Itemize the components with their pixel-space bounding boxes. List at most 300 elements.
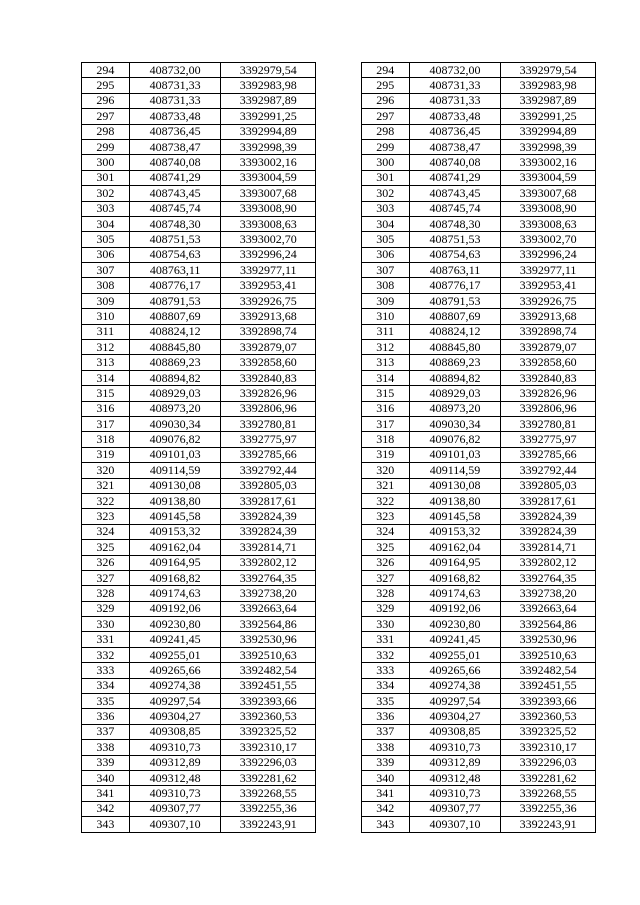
left-y-coordinate-cell: 3392858,60 <box>221 355 316 370</box>
column-gap <box>316 524 362 539</box>
left-point-number-cell: 319 <box>82 447 130 462</box>
left-point-number-cell: 340 <box>82 770 130 785</box>
table-row <box>82 78 596 93</box>
left-y-coordinate-cell: 3393002,70 <box>221 232 316 247</box>
right-y-coordinate-cell: 3392806,96 <box>501 401 596 416</box>
left-point-number-cell: 322 <box>82 493 130 508</box>
left-point-number-cell: 335 <box>82 694 130 709</box>
table-row <box>82 524 596 539</box>
column-gap <box>316 709 362 724</box>
right-y-coordinate-cell: 3392824,39 <box>501 509 596 524</box>
column-gap <box>316 263 362 278</box>
right-x-coordinate-cell: 409310,73 <box>409 740 501 755</box>
right-point-number-cell: 318 <box>361 432 409 447</box>
left-x-coordinate-cell: 409114,59 <box>129 463 221 478</box>
right-y-coordinate-cell: 3392824,39 <box>501 524 596 539</box>
right-point-number-cell: 334 <box>361 678 409 693</box>
right-y-coordinate-cell: 3392360,53 <box>501 709 596 724</box>
left-y-coordinate-cell: 3392913,68 <box>221 309 316 324</box>
right-y-coordinate-cell: 3392785,66 <box>501 447 596 462</box>
left-point-number-cell: 337 <box>82 724 130 739</box>
table-row <box>82 678 596 693</box>
left-y-coordinate-cell: 3392996,24 <box>221 247 316 262</box>
right-x-coordinate-cell: 408754,63 <box>409 247 501 262</box>
left-x-coordinate-cell: 408751,53 <box>129 232 221 247</box>
column-gap <box>316 186 362 201</box>
right-point-number-cell: 302 <box>361 186 409 201</box>
right-x-coordinate-cell: 409162,04 <box>409 540 501 555</box>
column-gap <box>316 632 362 647</box>
left-x-coordinate-cell: 408824,12 <box>129 324 221 339</box>
column-gap <box>316 124 362 139</box>
right-x-coordinate-cell: 409130,08 <box>409 478 501 493</box>
left-point-number-cell: 315 <box>82 386 130 401</box>
left-x-coordinate-cell: 408731,33 <box>129 93 221 108</box>
column-gap <box>316 493 362 508</box>
right-y-coordinate-cell: 3392792,44 <box>501 463 596 478</box>
table-row <box>82 447 596 462</box>
left-x-coordinate-cell: 409265,66 <box>129 663 221 678</box>
column-gap <box>316 232 362 247</box>
table-row <box>82 324 596 339</box>
table-row <box>82 601 596 616</box>
left-point-number-cell: 342 <box>82 801 130 816</box>
right-y-coordinate-cell: 3393004,59 <box>501 170 596 185</box>
left-x-coordinate-cell: 409304,27 <box>129 709 221 724</box>
table-row <box>82 201 596 216</box>
right-point-number-cell: 321 <box>361 478 409 493</box>
column-gap <box>316 694 362 709</box>
left-x-coordinate-cell: 409130,08 <box>129 478 221 493</box>
table-row <box>82 770 596 785</box>
left-y-coordinate-cell: 3392255,36 <box>221 801 316 816</box>
left-point-number-cell: 331 <box>82 632 130 647</box>
right-y-coordinate-cell: 3392268,55 <box>501 786 596 801</box>
right-y-coordinate-cell: 3392451,55 <box>501 678 596 693</box>
left-point-number-cell: 299 <box>82 139 130 154</box>
right-x-coordinate-cell: 409101,03 <box>409 447 501 462</box>
left-y-coordinate-cell: 3392325,52 <box>221 724 316 739</box>
left-point-number-cell: 294 <box>82 63 130 78</box>
left-x-coordinate-cell: 408791,53 <box>129 293 221 308</box>
left-y-coordinate-cell: 3392994,89 <box>221 124 316 139</box>
right-y-coordinate-cell: 3392564,86 <box>501 617 596 632</box>
right-x-coordinate-cell: 409114,59 <box>409 463 501 478</box>
table-row <box>82 139 596 154</box>
column-gap <box>316 755 362 770</box>
column-gap <box>316 109 362 124</box>
table-row <box>82 724 596 739</box>
right-y-coordinate-cell: 3392243,91 <box>501 817 596 832</box>
column-gap <box>316 355 362 370</box>
left-point-number-cell: 304 <box>82 216 130 231</box>
right-point-number-cell: 330 <box>361 617 409 632</box>
right-x-coordinate-cell: 409310,73 <box>409 786 501 801</box>
left-y-coordinate-cell: 3392977,11 <box>221 263 316 278</box>
left-x-coordinate-cell: 409138,80 <box>129 493 221 508</box>
right-y-coordinate-cell: 3393008,90 <box>501 201 596 216</box>
right-y-coordinate-cell: 3392898,74 <box>501 324 596 339</box>
right-x-coordinate-cell: 409030,34 <box>409 416 501 431</box>
left-y-coordinate-cell: 3392792,44 <box>221 463 316 478</box>
table-row <box>82 355 596 370</box>
right-y-coordinate-cell: 3392802,12 <box>501 555 596 570</box>
left-point-number-cell: 323 <box>82 509 130 524</box>
left-point-number-cell: 339 <box>82 755 130 770</box>
left-y-coordinate-cell: 3392764,35 <box>221 570 316 585</box>
column-gap <box>316 555 362 570</box>
right-y-coordinate-cell: 3392530,96 <box>501 632 596 647</box>
left-x-coordinate-cell: 408929,03 <box>129 386 221 401</box>
right-x-coordinate-cell: 408929,03 <box>409 386 501 401</box>
left-y-coordinate-cell: 3393004,59 <box>221 170 316 185</box>
right-x-coordinate-cell: 408736,45 <box>409 124 501 139</box>
table-row <box>82 293 596 308</box>
table-row <box>82 817 596 832</box>
left-x-coordinate-cell: 408732,00 <box>129 63 221 78</box>
coordinate-table <box>81 62 596 833</box>
right-point-number-cell: 316 <box>361 401 409 416</box>
column-gap <box>316 678 362 693</box>
right-point-number-cell: 319 <box>361 447 409 462</box>
right-y-coordinate-cell: 3392913,68 <box>501 309 596 324</box>
column-gap <box>316 801 362 816</box>
table-row <box>82 124 596 139</box>
right-y-coordinate-cell: 3393008,63 <box>501 216 596 231</box>
right-x-coordinate-cell: 408791,53 <box>409 293 501 308</box>
column-gap <box>316 416 362 431</box>
left-y-coordinate-cell: 3392898,74 <box>221 324 316 339</box>
table-row <box>82 647 596 662</box>
left-x-coordinate-cell: 408741,29 <box>129 170 221 185</box>
left-x-coordinate-cell: 409174,63 <box>129 586 221 601</box>
left-point-number-cell: 332 <box>82 647 130 662</box>
left-x-coordinate-cell: 409030,34 <box>129 416 221 431</box>
right-y-coordinate-cell: 3392325,52 <box>501 724 596 739</box>
left-point-number-cell: 312 <box>82 340 130 355</box>
column-gap <box>316 601 362 616</box>
left-point-number-cell: 301 <box>82 170 130 185</box>
right-point-number-cell: 331 <box>361 632 409 647</box>
right-x-coordinate-cell: 408807,69 <box>409 309 501 324</box>
right-y-coordinate-cell: 3392764,35 <box>501 570 596 585</box>
left-point-number-cell: 325 <box>82 540 130 555</box>
right-y-coordinate-cell: 3392482,54 <box>501 663 596 678</box>
column-gap <box>316 586 362 601</box>
left-x-coordinate-cell: 409145,58 <box>129 509 221 524</box>
left-x-coordinate-cell: 409192,06 <box>129 601 221 616</box>
left-x-coordinate-cell: 408748,30 <box>129 216 221 231</box>
right-x-coordinate-cell: 409230,80 <box>409 617 501 632</box>
right-x-coordinate-cell: 408973,20 <box>409 401 501 416</box>
left-y-coordinate-cell: 3392991,25 <box>221 109 316 124</box>
column-gap <box>316 139 362 154</box>
left-y-coordinate-cell: 3392482,54 <box>221 663 316 678</box>
right-y-coordinate-cell: 3392826,96 <box>501 386 596 401</box>
table-row <box>82 509 596 524</box>
left-x-coordinate-cell: 409162,04 <box>129 540 221 555</box>
column-gap <box>316 770 362 785</box>
right-point-number-cell: 315 <box>361 386 409 401</box>
left-x-coordinate-cell: 408740,08 <box>129 155 221 170</box>
table-row <box>82 155 596 170</box>
left-y-coordinate-cell: 3392296,03 <box>221 755 316 770</box>
column-gap <box>316 309 362 324</box>
column-gap <box>316 201 362 216</box>
left-x-coordinate-cell: 408845,80 <box>129 340 221 355</box>
left-x-coordinate-cell: 408736,45 <box>129 124 221 139</box>
right-point-number-cell: 326 <box>361 555 409 570</box>
right-y-coordinate-cell: 3393002,70 <box>501 232 596 247</box>
right-point-number-cell: 312 <box>361 340 409 355</box>
right-y-coordinate-cell: 3392663,64 <box>501 601 596 616</box>
column-gap <box>316 617 362 632</box>
column-gap <box>316 324 362 339</box>
right-x-coordinate-cell: 408733,48 <box>409 109 501 124</box>
left-point-number-cell: 336 <box>82 709 130 724</box>
column-gap <box>316 540 362 555</box>
column-gap <box>316 724 362 739</box>
column-gap <box>316 478 362 493</box>
right-y-coordinate-cell: 3392983,98 <box>501 78 596 93</box>
right-x-coordinate-cell: 409174,63 <box>409 586 501 601</box>
column-gap <box>316 63 362 78</box>
left-point-number-cell: 309 <box>82 293 130 308</box>
right-point-number-cell: 311 <box>361 324 409 339</box>
left-point-number-cell: 306 <box>82 247 130 262</box>
table-row <box>82 309 596 324</box>
table-row <box>82 432 596 447</box>
right-y-coordinate-cell: 3392814,71 <box>501 540 596 555</box>
right-y-coordinate-cell: 3392510,63 <box>501 647 596 662</box>
table-row <box>82 109 596 124</box>
right-y-coordinate-cell: 3392281,62 <box>501 770 596 785</box>
column-gap <box>316 647 362 662</box>
left-y-coordinate-cell: 3392663,64 <box>221 601 316 616</box>
right-x-coordinate-cell: 409153,32 <box>409 524 501 539</box>
left-point-number-cell: 300 <box>82 155 130 170</box>
table-row <box>82 801 596 816</box>
table-row <box>82 463 596 478</box>
left-point-number-cell: 314 <box>82 370 130 385</box>
right-x-coordinate-cell: 409308,85 <box>409 724 501 739</box>
table-row <box>82 540 596 555</box>
right-point-number-cell: 322 <box>361 493 409 508</box>
right-point-number-cell: 309 <box>361 293 409 308</box>
right-point-number-cell: 320 <box>361 463 409 478</box>
left-x-coordinate-cell: 408869,23 <box>129 355 221 370</box>
right-y-coordinate-cell: 3393002,16 <box>501 155 596 170</box>
right-x-coordinate-cell: 409076,82 <box>409 432 501 447</box>
right-point-number-cell: 294 <box>361 63 409 78</box>
left-point-number-cell: 298 <box>82 124 130 139</box>
table-row <box>82 555 596 570</box>
right-x-coordinate-cell: 409192,06 <box>409 601 501 616</box>
left-y-coordinate-cell: 3392281,62 <box>221 770 316 785</box>
right-point-number-cell: 314 <box>361 370 409 385</box>
left-y-coordinate-cell: 3392814,71 <box>221 540 316 555</box>
left-y-coordinate-cell: 3393008,63 <box>221 216 316 231</box>
left-point-number-cell: 328 <box>82 586 130 601</box>
left-y-coordinate-cell: 3392979,54 <box>221 63 316 78</box>
left-point-number-cell: 296 <box>82 93 130 108</box>
left-y-coordinate-cell: 3392564,86 <box>221 617 316 632</box>
table-row <box>82 478 596 493</box>
left-y-coordinate-cell: 3392738,20 <box>221 586 316 601</box>
table-row <box>82 340 596 355</box>
left-point-number-cell: 297 <box>82 109 130 124</box>
left-y-coordinate-cell: 3392243,91 <box>221 817 316 832</box>
left-point-number-cell: 307 <box>82 263 130 278</box>
left-x-coordinate-cell: 408743,45 <box>129 186 221 201</box>
table-row <box>82 755 596 770</box>
left-y-coordinate-cell: 3392530,96 <box>221 632 316 647</box>
left-point-number-cell: 343 <box>82 817 130 832</box>
left-y-coordinate-cell: 3392987,89 <box>221 93 316 108</box>
column-gap <box>316 247 362 262</box>
right-y-coordinate-cell: 3392780,81 <box>501 416 596 431</box>
left-point-number-cell: 311 <box>82 324 130 339</box>
right-x-coordinate-cell: 408894,82 <box>409 370 501 385</box>
right-point-number-cell: 306 <box>361 247 409 262</box>
right-point-number-cell: 342 <box>361 801 409 816</box>
left-x-coordinate-cell: 409101,03 <box>129 447 221 462</box>
column-gap <box>316 278 362 293</box>
left-y-coordinate-cell: 3392840,83 <box>221 370 316 385</box>
right-point-number-cell: 310 <box>361 309 409 324</box>
right-x-coordinate-cell: 408763,11 <box>409 263 501 278</box>
right-point-number-cell: 329 <box>361 601 409 616</box>
right-x-coordinate-cell: 409312,89 <box>409 755 501 770</box>
left-point-number-cell: 334 <box>82 678 130 693</box>
column-gap <box>316 447 362 462</box>
left-point-number-cell: 327 <box>82 570 130 585</box>
right-x-coordinate-cell: 409274,38 <box>409 678 501 693</box>
right-point-number-cell: 301 <box>361 170 409 185</box>
right-point-number-cell: 332 <box>361 647 409 662</box>
left-y-coordinate-cell: 3392926,75 <box>221 293 316 308</box>
left-x-coordinate-cell: 408776,17 <box>129 278 221 293</box>
right-x-coordinate-cell: 408743,45 <box>409 186 501 201</box>
right-point-number-cell: 299 <box>361 139 409 154</box>
right-point-number-cell: 298 <box>361 124 409 139</box>
right-y-coordinate-cell: 3392987,89 <box>501 93 596 108</box>
right-x-coordinate-cell: 409241,45 <box>409 632 501 647</box>
left-x-coordinate-cell: 409076,82 <box>129 432 221 447</box>
coordinate-table-body <box>82 63 596 833</box>
left-y-coordinate-cell: 3392775,97 <box>221 432 316 447</box>
left-y-coordinate-cell: 3392360,53 <box>221 709 316 724</box>
table-row <box>82 694 596 709</box>
column-gap <box>316 570 362 585</box>
table-row <box>82 709 596 724</box>
left-y-coordinate-cell: 3392780,81 <box>221 416 316 431</box>
left-x-coordinate-cell: 409274,38 <box>129 678 221 693</box>
left-y-coordinate-cell: 3392510,63 <box>221 647 316 662</box>
left-x-coordinate-cell: 409168,82 <box>129 570 221 585</box>
right-x-coordinate-cell: 409168,82 <box>409 570 501 585</box>
table-row <box>82 370 596 385</box>
left-y-coordinate-cell: 3392806,96 <box>221 401 316 416</box>
column-gap <box>316 817 362 832</box>
right-point-number-cell: 333 <box>361 663 409 678</box>
right-point-number-cell: 317 <box>361 416 409 431</box>
left-y-coordinate-cell: 3392953,41 <box>221 278 316 293</box>
left-point-number-cell: 341 <box>82 786 130 801</box>
left-x-coordinate-cell: 408733,48 <box>129 109 221 124</box>
right-x-coordinate-cell: 409255,01 <box>409 647 501 662</box>
right-x-coordinate-cell: 408745,74 <box>409 201 501 216</box>
left-point-number-cell: 329 <box>82 601 130 616</box>
left-y-coordinate-cell: 3392785,66 <box>221 447 316 462</box>
right-point-number-cell: 338 <box>361 740 409 755</box>
column-gap <box>316 370 362 385</box>
left-y-coordinate-cell: 3392879,07 <box>221 340 316 355</box>
column-gap <box>316 155 362 170</box>
right-y-coordinate-cell: 3392977,11 <box>501 263 596 278</box>
right-point-number-cell: 297 <box>361 109 409 124</box>
left-x-coordinate-cell: 409164,95 <box>129 555 221 570</box>
table-row <box>82 93 596 108</box>
left-point-number-cell: 338 <box>82 740 130 755</box>
column-gap <box>316 663 362 678</box>
column-gap <box>316 170 362 185</box>
left-y-coordinate-cell: 3392824,39 <box>221 524 316 539</box>
right-point-number-cell: 305 <box>361 232 409 247</box>
left-point-number-cell: 295 <box>82 78 130 93</box>
table-row <box>82 186 596 201</box>
right-y-coordinate-cell: 3393007,68 <box>501 186 596 201</box>
left-point-number-cell: 313 <box>82 355 130 370</box>
column-gap <box>316 463 362 478</box>
left-y-coordinate-cell: 3392983,98 <box>221 78 316 93</box>
right-y-coordinate-cell: 3392805,03 <box>501 478 596 493</box>
column-gap <box>316 93 362 108</box>
table-row <box>82 632 596 647</box>
left-y-coordinate-cell: 3393007,68 <box>221 186 316 201</box>
column-gap <box>316 216 362 231</box>
table-row <box>82 232 596 247</box>
left-point-number-cell: 317 <box>82 416 130 431</box>
column-gap <box>316 78 362 93</box>
left-point-number-cell: 308 <box>82 278 130 293</box>
left-point-number-cell: 316 <box>82 401 130 416</box>
right-point-number-cell: 340 <box>361 770 409 785</box>
left-y-coordinate-cell: 3392824,39 <box>221 509 316 524</box>
left-x-coordinate-cell: 408738,47 <box>129 139 221 154</box>
left-x-coordinate-cell: 409230,80 <box>129 617 221 632</box>
right-point-number-cell: 325 <box>361 540 409 555</box>
right-y-coordinate-cell: 3392393,66 <box>501 694 596 709</box>
right-y-coordinate-cell: 3392996,24 <box>501 247 596 262</box>
right-point-number-cell: 324 <box>361 524 409 539</box>
right-point-number-cell: 307 <box>361 263 409 278</box>
column-gap <box>316 401 362 416</box>
table-row <box>82 216 596 231</box>
right-y-coordinate-cell: 3392310,17 <box>501 740 596 755</box>
right-point-number-cell: 339 <box>361 755 409 770</box>
right-x-coordinate-cell: 409265,66 <box>409 663 501 678</box>
left-x-coordinate-cell: 409297,54 <box>129 694 221 709</box>
table-row <box>82 401 596 416</box>
left-point-number-cell: 302 <box>82 186 130 201</box>
right-point-number-cell: 343 <box>361 817 409 832</box>
left-x-coordinate-cell: 409255,01 <box>129 647 221 662</box>
right-y-coordinate-cell: 3392840,83 <box>501 370 596 385</box>
table-row <box>82 247 596 262</box>
left-point-number-cell: 303 <box>82 201 130 216</box>
right-point-number-cell: 335 <box>361 694 409 709</box>
